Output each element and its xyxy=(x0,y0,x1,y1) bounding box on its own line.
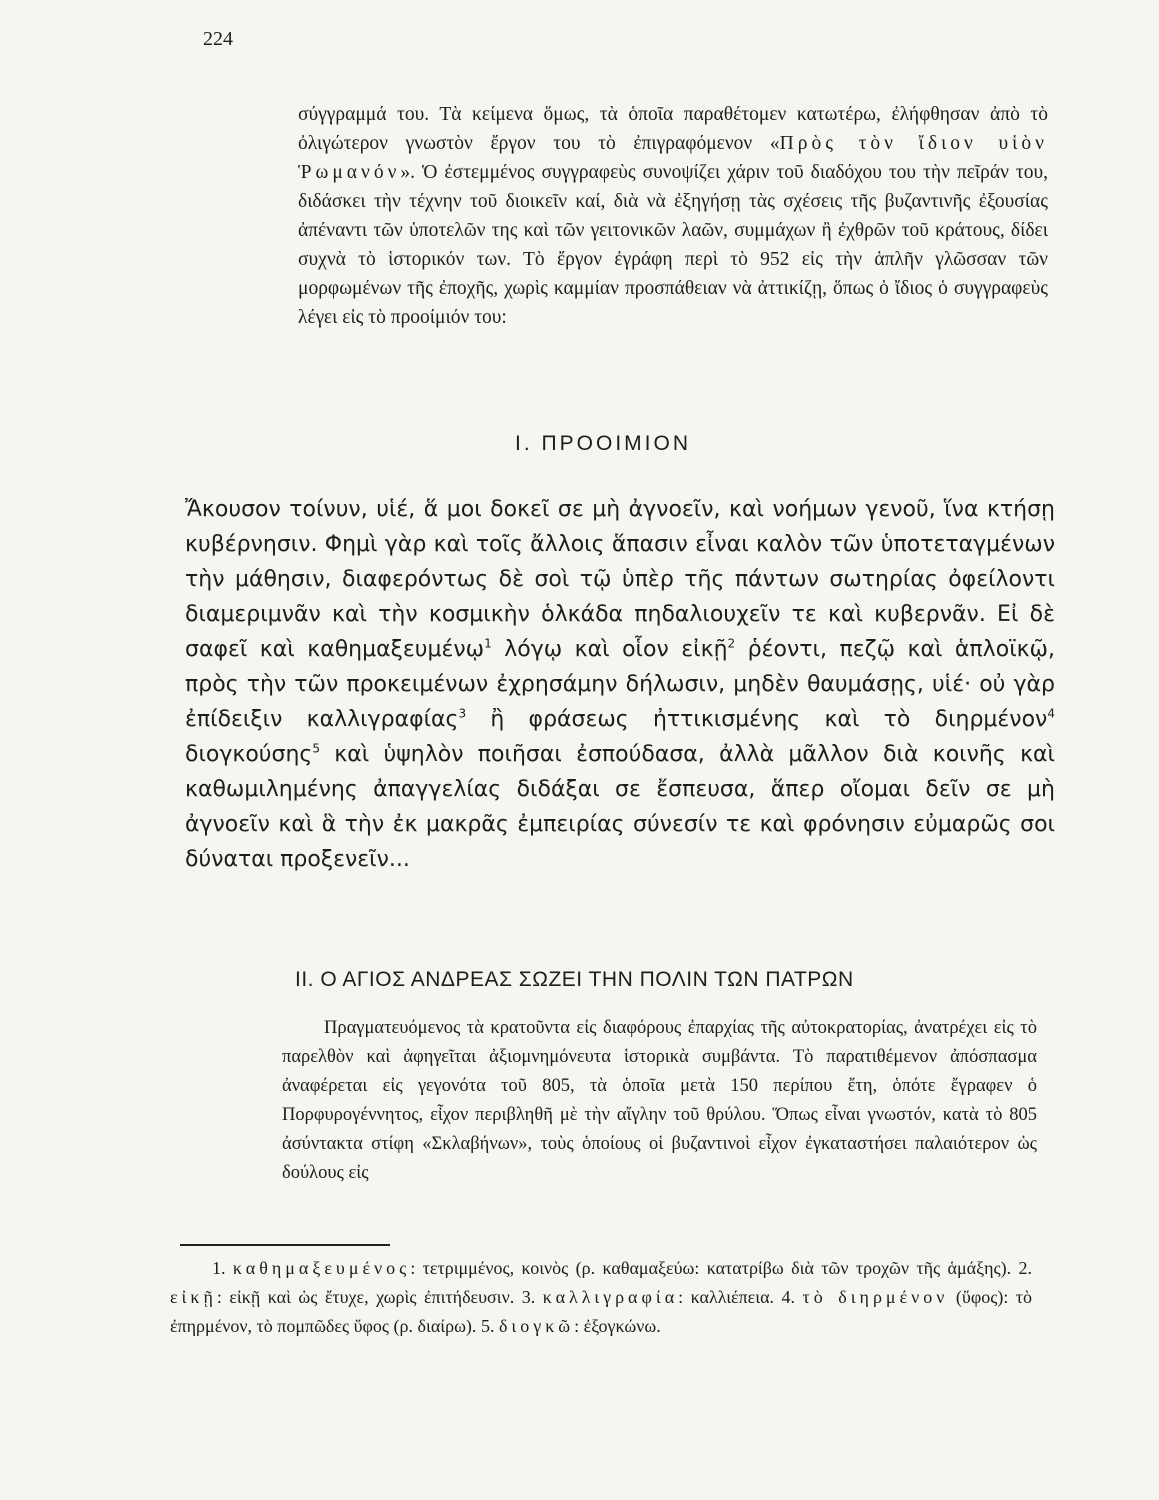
footnote-5-number: 5. xyxy=(480,1316,495,1336)
footnote-ref-1: 1 xyxy=(484,636,492,651)
quote-text-1: Ἄκουσον τοίνυν, υἱέ, ἅ μοι δοκεῖ σε μὴ ἀγνοεῖν, καὶ νοήμων γενοῦ, ἵνα κτήσῃ κυβέρνησιν. Φημὶ γὰρ καὶ τοῖς ἄλλοις ἅπασιν εἶναι καλὸν τῶν ὑποτεταγμένων τὴν μάθησιν, διαφερόντως δὲ σοὶ τῷ ὑπὲρ τῆς πάντων σωτηρίας ὀφείλοντι διαμεριμνᾶν καὶ τὴν κοσμικὴν ὁλκάδα πηδαλιουχεῖν τε καὶ κυβερνᾶν. Εἰ δὲ σαφεῖ καὶ καθημαξευμένῳ xyxy=(185,497,1055,662)
footnote-1-term: καθημαξευμένος xyxy=(232,1258,411,1278)
footnote-3-term: καλλιγραφία xyxy=(542,1287,679,1307)
quote-text-5: διογκούσης xyxy=(185,742,313,767)
footnote-ref-3: 3 xyxy=(458,706,467,721)
footnote-ref-2: 2 xyxy=(727,636,736,651)
footnote-3-definition: : καλλιέπεια. xyxy=(678,1287,775,1307)
section-2-paragraph xyxy=(282,1014,1037,1188)
footnote-ref-5: 5 xyxy=(312,741,320,756)
footnote-ref-4: 4 xyxy=(1047,706,1055,721)
quote-text-3: ῥέοντι, πεζῷ καὶ ἁπλοϊκῷ, πρὸς τὴν τῶν προκειμένων ἐχρησάμην δήλωσιν, μηδὲν θαυμάσῃς, υἱέ· οὐ γὰρ ἐπίδειξιν καλλιγραφίας xyxy=(185,637,1055,732)
footnote-2-term: εἰκῇ xyxy=(170,1287,217,1307)
section-2-title: ΙΙ. Ο ΑΓΙΟΣ ΑΝΔΡΕΑΣ ΣΩΖΕΙ ΤΗΝ ΠΟΛΙΝ ΤΩΝ ΠΑΤΡΩΝ xyxy=(295,968,854,991)
footnote-2-definition: : εἰκῇ καὶ ὡς ἔτυχε, χωρὶς ἐπιτήδευσιν. xyxy=(216,1287,515,1307)
intro-text: σύγγραμμά του. Τὰ κείμενα ὅμως, τὰ ὁποῖα παραθέτομεν κατωτέρω, ἐλήφθησαν ἀπὸ τὸ ὀλιγώτερον γνωστὸν ἔργον του τὸ ἐπιγραφόμενον « xyxy=(298,104,1048,154)
intro-text-after: ». Ὁ ἐστεμμένος συγγραφεὺς συνοψίζει χάριν τοῦ διαδόχου του τὴν πεῖράν του, διδάσκει τὴν τέχνην τοῦ διοικεῖν καί, διὰ νὰ ἐξηγήσῃ τὰς σχέσεις τῆς βυζαντινῆς ἐξουσίας ἀπέναντι τῶν ὑποτελῶν της καὶ τῶν γειτονικῶν λαῶν, συμμάχων ἢ ἐχθρῶν τοῦ κράτους, δίδει συχνὰ τὸ ἱστορικόν των. Τὸ ἔργον ἐγράφη περὶ τὸ 952 εἰς τὴν ἁπλῆν γλῶσσαν τῶν μορφωμένων τῆς ἐποχῆς, χωρὶς καμμίαν προσπάθειαν νὰ ἀττικίζῃ, ὅπως ὁ ἴδιος ὁ συγγραφεὺς λέγει εἰς τὸ προοίμιόν του: xyxy=(298,162,1048,328)
footnote-1-definition: : τετριμμένος, κοινὸς (ρ. καθαμαξεύω: κατατρίβω διὰ τῶν τροχῶν τῆς ἁμάξης). xyxy=(410,1258,1012,1278)
intro-work-title: Πρὸς τὸν ἴδιον υἱὸν Ῥωμανόν xyxy=(298,133,1048,183)
footnote-3-number: 3. xyxy=(521,1287,536,1307)
page-number: 224 xyxy=(203,28,233,50)
footnotes xyxy=(170,1254,1032,1341)
quote-text-4: ἢ φράσεως ἠττικισμένης καὶ τὸ διηρμένον xyxy=(466,707,1048,732)
footnote-4-definition: (ὕφος): τὸ ἐπηρμένον, τὸ πομπῶδες ὕφος (ρ. διαίρω). xyxy=(170,1287,1033,1336)
footnote-5-term: διογκῶ xyxy=(498,1316,575,1336)
footnote-1-number: 1. xyxy=(212,1258,226,1278)
quote-text-2: λόγῳ καὶ οἷον εἰκῇ xyxy=(491,637,728,662)
section-2-text: Πραγματευόμενος τὰ κρατοῦντα εἰς διαφόρους ἐπαρχίας τῆς αὐτοκρατορίας, ἀνατρέχει εἰς τὸ παρελθὸν καὶ ἀφηγεῖται ἀξιομνημόνευτα ἱστορικὰ συμβάντα. Τὸ παρατιθέμενον ἀπόσπασμα ἀναφέρεται εἰς γεγονότα τοῦ 805, τὰ ὁποῖα μετὰ 150 περίπου ἔτη, ὁπότε ἔγραφεν ὁ Πορφυρογέννητος, εἶχον περιβληθῆ μὲ τὴν αἴγλην τοῦ θρύλου. Ὅπως εἶναι γνωστόν, κατὰ τὸ 805 ἀσύντακτα στίφη «Σκλαβήνων», τοὺς ὁποίους οἱ βυζαντινοὶ εἶχον ἐγκαταστήσει παλαιότερον ὡς δούλους εἰς xyxy=(282,1018,1037,1183)
prooimion-quote xyxy=(185,492,1055,877)
section-1-title: Ι. ΠΡΟΟΙΜΙΟΝ xyxy=(515,432,692,455)
footnote-5-definition: : ἐξογκώνω. xyxy=(574,1316,661,1336)
footnote-2-number: 2. xyxy=(1018,1258,1033,1278)
footnote-4-term: τὸ διηρμένον xyxy=(802,1287,949,1307)
quote-text-6: καὶ ὑψηλὸν ποιῆσαι ἐσπούδασα, ἀλλὰ μᾶλλον διὰ κοινῆς καὶ καθωμιλημένης ἀπαγγελίας διδάξαι σε ἔσπευσα, ἅπερ οἴομαι δεῖν σε μὴ ἀγνοεῖν καὶ ἃ τὴν ἐκ μακρᾶς ἐμπειρίας σύνεσίν τε καὶ φρόνησιν εὐμαρῶς σοι δύναται προξενεῖν... xyxy=(185,742,1055,872)
intro-paragraph xyxy=(298,100,1048,332)
footnote-rule xyxy=(180,1244,390,1246)
footnote-4-number: 4. xyxy=(781,1287,796,1307)
